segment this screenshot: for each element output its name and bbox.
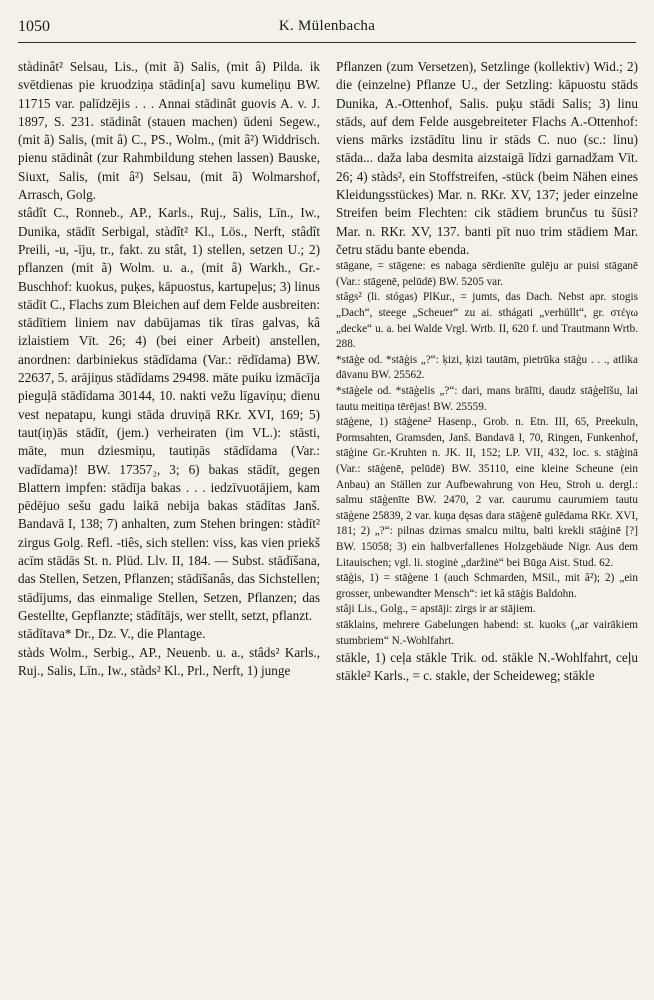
page-header bbox=[18, 14, 636, 43]
entry-stads-continued: Pflanzen (zum Versetzen), Setzlinge (kollektiv) Wid.; 2) die (einzelne) Pflanze U., der Setzling: kāpuostu stāds Dunika, A.-Ottenhof, Salis. puķu stādi Salis; 3) linu stāds, auf dem Felde ausgebreiteter Flachs A.-Ottenhof: viens mārks izstādītu linu ir stāds C. nuo (sc.: linu) stāda... daža laba desmita aizstaigā līdzi garnadžam Vīt. 26; 4) stàds², ein Stoffstreifen, -stück (beim Nähen eines Kleidungsstückes) Mar. n. RKr. XV, 137; jeder einzelne Streifen beim Flechten: cik stādiem brunčus tu šūsi? Mar. n. RKr. XV, 137. banti pīt nuo trim stādiem Mar. četru stādu bante ebenda. bbox=[336, 59, 638, 257]
entry-stagane: stāgane, = stāgene: es nabaga sērdienīte gulēju ar puisi stāganē (Var.: stāgenē, pelūdē) BW. 5205 var. bbox=[336, 260, 638, 288]
entry-staditava: stādītava* Dr., Dz. V., die Plantage. bbox=[18, 626, 206, 642]
entry-stadinat: stàdinât² Selsau, Lis., (mit ã) Salis, (mit â) Pilda. ik svētdienas pie kruodziņa stādin[a] savu kumeliņu BW. 11715 var. palīdzējis . . . Annai stādinât guovis A. v. J. 1897, S. 231. stādinât (stauen machen) ūdeni Segew., (mit ã) Salis, (mit â) C., PS., Wolm., (mit â²) Widdrisch. pienu stādinât (zur Rahmbildung stehen lassen) Bauske, Siuxt, Salis, (mit â²) Selsau, (mit ã) Wolmarshof, Arrasch, Golg. bbox=[18, 59, 320, 203]
page-number: 1050 bbox=[18, 18, 50, 35]
left-column bbox=[18, 58, 320, 680]
entry-stagele: *stāģele od. *stāģelis „?“: dari, mans brālīti, daudz stāģelīšu, lai tautu meitiņa tērējas! BW. 25559. bbox=[336, 385, 638, 413]
entry-stage: *stāģe od. *stāģis „?“: ķizi, ķizi tautām, pietrūka stāģu . . ., atlika dāvanu BW. 25562. bbox=[336, 353, 638, 382]
entry-stagene: stāģene, 1) stāģene² Hasenp., Grob. n. Etn. III, 65, Preekuln, Pormsahten, Gramsden, Janš. Bandavā I, 70, Ringen, Funkenhof, stāģine Gr.-Kruhten n. JK. II, 152; LP. VII, 432, loc. s. stāģinā (Var.: stāģenē, pelūdē) BW. 35110, eine kleine Scheune (ein Anbau) an Ställen zur Aufbewahrung von Heu, Stroh u. dergl.: salmu stāģenīte BW. 2470, 2 var. caurumu caurumiem tautu stāģene 25839, 2 var. kuņa dęsas dara stāģenē gulēdama RKr. XVI, 181; 2) „?“: pilnas dzirnas smalcu miltu, balti krekli stāģinē [?] BW. 15058; 3) ein halbverfallenes Holzgebäude Nigr. Aus dem Litauischen; vgl. li. stoginė „daržinė“ bei Būga Aist. Stud. 62. bbox=[336, 416, 638, 569]
entry-stakle: stākle, 1) ceļa stākle Trik. od. stākle N.-Wohlfahrt, ceļu stākle² Karls., = c. stakle, der Scheideweg; stākle bbox=[336, 650, 638, 684]
entry-stads: stàds Wolm., Serbig., AP., Neuenb. u. a., stâds² Karls., Ruj., Salis, Līn., Iw., stàds² Kl., Prl., Nerft, 1) junge bbox=[18, 644, 320, 678]
entry-staklains: stāklains, mehrere Gabelungen habend: st. kuoks („ar vairākiem stumbriem“ N.-Wohlfahrt. bbox=[336, 618, 638, 647]
entry-stagis: stāģis, 1) = stāģene 1 (auch Schmarden, MSil., mit â²); 2) „ein grosser, unbewandter Mensch“: iet kâ stāģis Baldohn. bbox=[336, 572, 638, 600]
running-head: K. Mülenbacha bbox=[278, 18, 376, 34]
entry-stadit: stâdît C., Ronneb., AP., Karls., Ruj., Salis, Līn., Iw., Dunika, stādīt Serbigal, stàdît² Kl., Lös., Nerft, stâdît Preili, -u, -īju, tr., fakt. zu stât, 1) stellen, setzen U.; 2) pflanzen (mit ã) Wolm. u. a., (mit â) Warkh., Gr.-Buschhof: kuokus, puķes, kāpuostus, kartupeļus; 3) linus stādīt C., Flachs zum Bleichen auf dem Felde ausbreiten: stādītiem liniem nav dabūjamas tik tīras galvas, kâ izlaistiem Vīt. 26; 4) (bei einer Arbeit) anstellen, anordnen: darbiniekus stādīdama (Var.: rēdīdama) BW. 22637, 5. arājiņus stādīdams 29498. māte puiku izmācīja pieguļā stādīdama 30144, 10. nakti vežu līgaviņu; dienu vest nepatapu, kungi stāda druviņā RKr. XVI, 169; 5) taut(iņ)ās stādīt, (jem.) verheiraten (im VL.): stāsti, māte, mun dziesmiņu, tautiņās stādīdama (Var.: vadīdama)! BW. 17357₂, 3; 6) bakas stādīt, gegen Blattern impfen: stādīja bakas . . . iedzīvuotājiem, kam pēdējuo sešu gadu laikā nebija bakas stādītas Janš. Bandavā I, 138; 7) anhalten, zum Stehen bringen: stàdīt² zirgus Golg. Refl. -tiês, sich stellen: viss, kas vien priekš acīm stādās St. n. Plūd. Llv. II, 184. — Subst. stādīšana, das Stellen, Setzen, Pflanzen; stādīšanâs, das Sichstellen; stādījums, das einmalige Stellen, Setzen, Pflanzen; das Gestellte, Gepflanzte; stādītājs, wer stellt, setzt, pflanzt. bbox=[18, 205, 320, 623]
entry-stags: stâgs² (li. stógas) PlKur., = jumts, das Dach. Nebst apr. stogis „Dach“, steege „Scheuer“ zu ai. sthágati „verhüllt“, gr. στέγω „decke“ u. a. bei Walde Vrgl. Wrtb. II, 620 f. und Trautmann Wrtb. 288. bbox=[336, 291, 638, 351]
right-column bbox=[336, 58, 638, 686]
entry-staji: stâji Lis., Golg., = apstāji: zirgs ir ar stājiem. bbox=[336, 603, 536, 616]
